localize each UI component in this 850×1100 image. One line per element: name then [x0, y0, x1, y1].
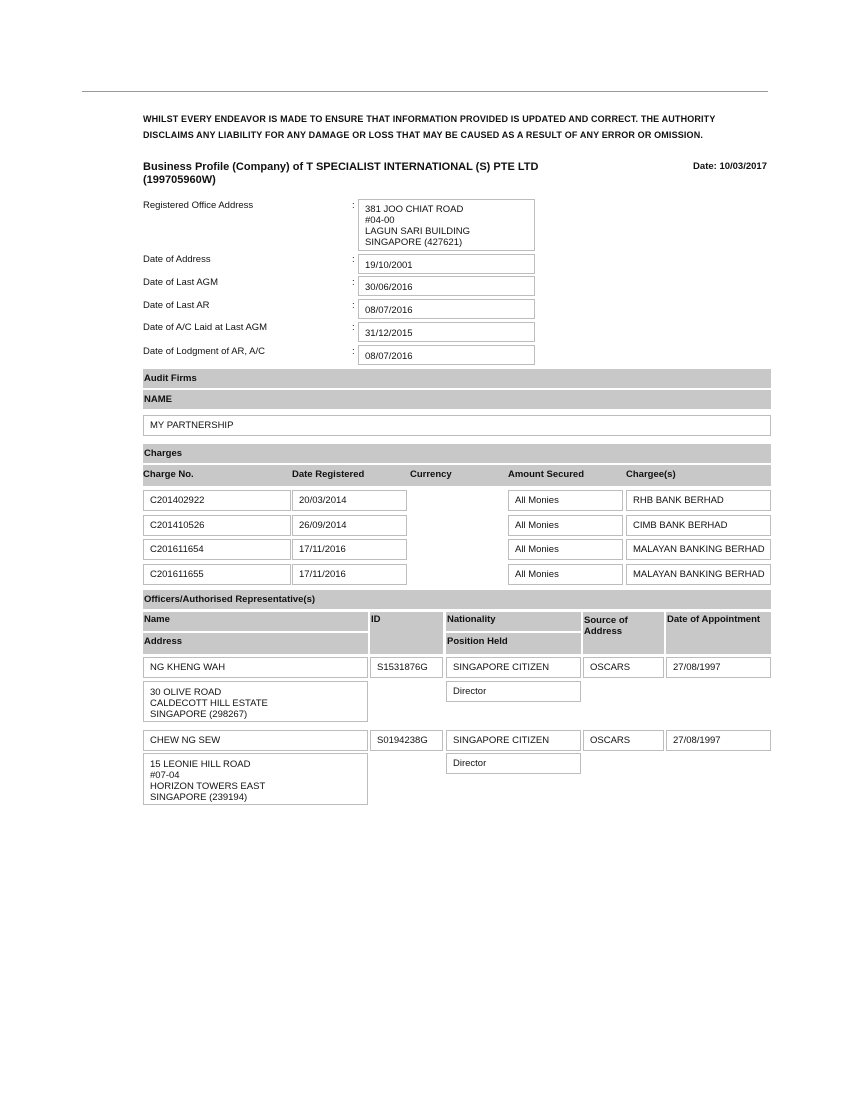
charge-no-cell: C201402922 — [143, 490, 291, 511]
chargee-cell: MALAYAN BANKING BERHAD — [626, 564, 771, 585]
officer-address-header: Address — [143, 633, 368, 654]
address-line: CALDECOTT HILL ESTATE — [150, 698, 268, 709]
disclaimer-line-1: WHILST EVERY ENDEAVOR IS MADE TO ENSURE THAT INFORMATION PROVIDED IS UPDATED AND CORRECT. THE AUTHORITY — [143, 114, 716, 124]
colon: : — [352, 322, 355, 333]
source-header-line-1: Source of — [584, 615, 628, 626]
chargee-cell: RHB BANK BERHAD — [626, 490, 771, 511]
disclaimer — [143, 111, 773, 143]
officer-appointment-header: Date of Appointment — [666, 612, 771, 654]
officer-name-header: Name — [143, 612, 368, 631]
officers-section-header: Officers/Authorised Representative(s) — [143, 590, 771, 609]
colon: : — [352, 200, 355, 211]
amount-secured-cell: All Monies — [508, 515, 623, 536]
officer-position-cell: Director — [446, 753, 581, 774]
address-line: SINGAPORE (298267) — [150, 709, 248, 720]
officer-source-cell: OSCARS — [583, 657, 664, 678]
date-of-last-agm-label: Date of Last AGM — [143, 277, 218, 288]
charges-header-row — [143, 465, 771, 486]
date-registered-cell: 26/09/2014 — [292, 515, 407, 536]
address-line: SINGAPORE (239194) — [150, 792, 248, 803]
officer-appointment-cell: 27/08/1997 — [666, 657, 771, 678]
top-divider — [82, 91, 768, 92]
officer-name-cell: NG KHENG WAH — [143, 657, 368, 678]
address-line: #07-04 — [150, 770, 180, 781]
officer-position-header: Position Held — [446, 633, 581, 654]
charge-no-cell: C201611655 — [143, 564, 291, 585]
amount-secured-cell: All Monies — [508, 490, 623, 511]
address-line: 381 JOO CHIAT ROAD — [365, 204, 464, 215]
page-title — [143, 161, 583, 187]
officer-nationality-cell: SINGAPORE CITIZEN — [446, 730, 581, 751]
address-line: #04-00 — [365, 215, 395, 226]
charges-section-header: Charges — [143, 444, 771, 463]
charge-no-cell: C201410526 — [143, 515, 291, 536]
date-of-ac-laid-label: Date of A/C Laid at Last AGM — [143, 322, 268, 333]
source-header-line-2: Address — [584, 626, 623, 637]
charge-no-header: Charge No. — [143, 469, 194, 480]
officer-source-header — [583, 612, 664, 654]
officer-nationality-cell: SINGAPORE CITIZEN — [446, 657, 581, 678]
audit-firm-name: MY PARTNERSHIP — [143, 415, 771, 436]
audit-firms-name-header: NAME — [143, 390, 771, 409]
colon: : — [352, 300, 355, 311]
page-title-line-2: (199705960W) — [143, 174, 216, 186]
page-title-line-1: Business Profile (Company) of T SPECIALIST INTERNATIONAL (S) PTE LTD — [143, 161, 539, 173]
registered-office-value — [358, 199, 535, 251]
date-of-last-agm-value: 30/06/2016 — [358, 276, 535, 296]
officer-name-cell: CHEW NG SEW — [143, 730, 368, 751]
date-registered-cell: 20/03/2014 — [292, 490, 407, 511]
address-line: 30 OLIVE ROAD — [150, 687, 222, 698]
date-of-lodgment-value: 08/07/2016 — [358, 345, 535, 365]
address-line: SINGAPORE (427621) — [365, 237, 463, 248]
date-registered-header: Date Registered — [292, 469, 365, 480]
officer-source-cell: OSCARS — [583, 730, 664, 751]
charge-no-cell: C201611654 — [143, 539, 291, 560]
registered-office-label: Registered Office Address — [143, 200, 254, 211]
date-of-ac-laid-value: 31/12/2015 — [358, 322, 535, 342]
amount-secured-header: Amount Secured — [508, 469, 585, 480]
date-of-last-ar-value: 08/07/2016 — [358, 299, 535, 319]
address-line: LAGUN SARI BUILDING — [365, 226, 471, 237]
officer-address-cell — [143, 681, 368, 722]
chargee-cell: CIMB BANK BERHAD — [626, 515, 771, 536]
officer-nationality-header: Nationality — [446, 612, 581, 631]
officer-position-cell: Director — [446, 681, 581, 702]
date-of-last-ar-label: Date of Last AR — [143, 300, 210, 311]
officer-id-header: ID — [370, 612, 443, 654]
address-line: HORIZON TOWERS EAST — [150, 781, 266, 792]
disclaimer-line-2: DISCLAIMS ANY LIABILITY FOR ANY DAMAGE OR LOSS THAT MAY BE CAUSED AS A RESULT OF ANY ERROR OR OMISSION. — [143, 130, 703, 140]
officer-address-cell — [143, 753, 368, 805]
date-registered-cell: 17/11/2016 — [292, 539, 407, 560]
colon: : — [352, 346, 355, 357]
date-of-address-label: Date of Address — [143, 254, 211, 265]
amount-secured-cell: All Monies — [508, 539, 623, 560]
officer-appointment-cell: 27/08/1997 — [666, 730, 771, 751]
address-line: 15 LEONIE HILL ROAD — [150, 759, 251, 770]
audit-firms-section-header: Audit Firms — [143, 369, 771, 388]
colon: : — [352, 254, 355, 265]
colon: : — [352, 277, 355, 288]
date-of-lodgment-label: Date of Lodgment of AR, A/C — [143, 346, 265, 357]
currency-header: Currency — [410, 469, 452, 480]
amount-secured-cell: All Monies — [508, 564, 623, 585]
chargee-cell: MALAYAN BANKING BERHAD — [626, 539, 771, 560]
officer-id-cell: S0194238G — [370, 730, 443, 751]
report-date: Date: 10/03/2017 — [693, 161, 767, 172]
date-of-address-value: 19/10/2001 — [358, 254, 535, 274]
date-registered-cell: 17/11/2016 — [292, 564, 407, 585]
officer-id-cell: S1531876G — [370, 657, 443, 678]
chargees-header: Chargee(s) — [626, 469, 676, 480]
